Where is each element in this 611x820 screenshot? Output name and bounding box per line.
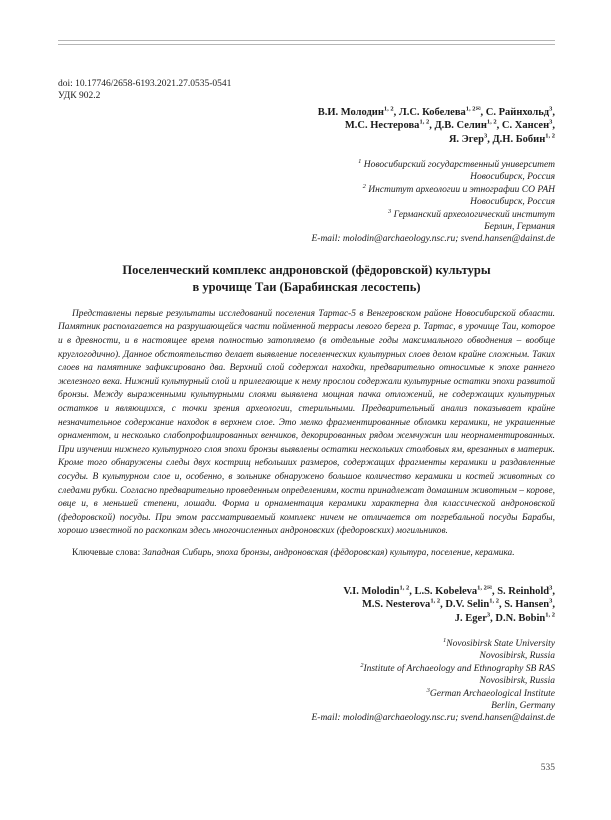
superscript-marker: 1, 2 [489,597,499,605]
superscript-marker: 2 [360,661,364,669]
superscript-marker: 1, 2 [477,584,487,592]
text-run: , С. Хансен [496,120,550,131]
authors-en [58,585,555,626]
text-line [58,688,555,700]
superscript-marker: 3 [486,611,491,619]
text-run: E-mail: molodin@archaeology.nsc.ru; svend.hansen@dainst.de [311,234,555,245]
text-line [58,184,555,196]
text-run: , D.V. Selin [440,599,490,611]
doi-line: doi: 10.17746/2658-6193.2021.27.0535-0541 [58,78,232,89]
superscript-marker: 3 [426,686,430,694]
text-line [58,159,555,171]
udk-line: УДК 902.2 [58,91,101,101]
superscript-marker: 1, 2 [419,118,430,126]
superscript-marker: 3 [549,105,553,112]
title-line-2: в урочище Таи (Барабинская лесостепь) [192,279,421,294]
text-run: , С. Райнхольд [480,106,550,118]
text-run: E-mail: molodin@archaeology.nsc.ru; svend.hansen@dainst.de [311,713,555,724]
text-line [58,700,555,712]
text-line [58,133,555,147]
text-line [58,650,555,662]
article-meta [58,78,555,103]
text-run: , Д.Н. Бобин [487,133,546,145]
title-line-1: Поселенческий комплекс андроновской (фёдоровской) культуры [122,262,491,277]
keywords-text: Западная Сибирь, эпоха бронзы, андроновская (фёдоровская) культура, поселение, керамика. [140,547,515,558]
text-run: Новосибирск, Россия [470,172,555,183]
text-run: , Д.В. Селин [429,120,487,131]
text-line [58,663,555,675]
text-run: German Archaeological Institute [429,688,555,699]
text-run: Novosibirsk, Russia [479,676,555,687]
keywords-ru [58,547,555,561]
text-run: Институт археологии и этнографии СО РАН [365,184,555,195]
text-run: , D.N. Bobin [490,612,546,624]
superscript-marker: 1, 2 [545,611,555,619]
superscript-marker: 3 [549,584,553,592]
superscript-marker: 3 [549,597,553,605]
text-run: Новосибирский государственный университет [361,160,555,170]
text-run: , [552,599,555,611]
text-run: Германский археологический институт [391,209,555,220]
superscript-marker: 1, 2 [399,584,410,592]
text-line [58,712,555,724]
superscript-marker: 3 [549,118,553,126]
text-line [58,233,555,245]
text-run: , S. Hansen [498,599,550,611]
envelope-icon: ✉ [475,105,481,112]
text-line [58,675,555,687]
text-run: , L.S. Kobeleva [409,585,478,597]
text-run: , S. Reinhold [491,585,550,597]
text-line [58,585,555,599]
header-double-rule [58,40,555,45]
superscript-marker: 1 [443,636,447,644]
article-title-ru [58,262,555,296]
superscript-marker: 3 [483,132,488,139]
superscript-marker: 1, 2 [545,132,555,139]
text-run: , [552,106,555,118]
text-run: J. Eger [454,612,487,624]
text-run: Берлин, Германия [484,222,555,233]
text-line [58,196,555,208]
superscript-marker: 1, 2 [383,105,394,112]
text-run: Novosibirsk, Russia [479,651,555,662]
text-line [58,638,555,650]
authors-ru [58,106,555,147]
text-run: M.S. Nesterova [361,599,431,611]
text-run: Новосибирск, Россия [470,197,555,208]
envelope-icon: ✉ [486,584,492,592]
superscript-marker: 3 [387,207,392,215]
page-number: 535 [540,762,555,773]
text-run: Institute of Archaeology and Ethnography SB RAS [363,663,555,674]
affiliations-ru [58,159,555,246]
keywords-label: Ключевые слова: [72,547,141,558]
affiliations-en [58,638,555,725]
text-run: , [552,585,555,597]
text-line [58,598,555,612]
text-run: Berlin, Germany [491,701,555,712]
text-run: В.И. Молодин [317,106,384,118]
text-run: V.I. Molodin [343,585,400,597]
text-line [58,612,555,626]
text-run: М.С. Нестерова [344,120,420,131]
text-line [58,221,555,233]
text-line [58,106,555,120]
text-run: Novosibirsk State University [446,639,555,650]
text-line [58,209,555,221]
superscript-marker: 2 [362,182,366,190]
text-run: , Л.С. Кобелева [393,106,466,118]
abstract-ru: Представлены первые результаты исследований поселения Тартас-5 в Венгеровском районе Новосибирской области. Памятник располагается на разрушающейся части пойменной террасы левого берега р. Тартас, в урочище Таи, которое и в древности, и в настоящее время полностью затопляемо (в отдельные годы максимального обводнения – вообще круглогодично). Данное обстоятельство делает выявление поселенческих культурных слоев делом крайне сложным. Таких слоев на памятнике зафиксировано два. Верхний слой содержал находки, предварительно относимые к эпохе раннего железного века. Нижний культурный слой и прилегающие к нему прослои содержали культурные остатки эпохи развитой бронзы. Между выраженными культурными слоями выявлена мощная пачка отложений, не содержащих культурных остатков и являющихся, с точки зрения археологии, стерильными. Предварительный анализ показывает крайне незначительное содержание находок в верхнем слое. Это мелко фрагментированные обломки керамики, не украшенные орнаментом, и несколько слабопрофилированных венчиков, декорированных рядом жемчужин или неорнаментированных. При изучении нижнего культурного слоя эпохи бронзы выявлены остатки нескольких столбовых ям, врезанных в материк. Кроме того обнаружены следы двух кострищ небольших размеров, содержащих фрагменты керамики и раздавленные сосуды. В культурном слое и, особенно, в зольнике обнаружено большое количество керамики и костей животных со следами рубки. Согласно предварительно проведенным определениям, кости принадлежат домашним животным – корове, овце и, в меньшей степени, лошади. Форма и орнаментация керамики характерна для классической андроновской (федоровской) посуды. При этом рассматриваемый комплекс ничем не отличается от погребальной посуды Барабы, хорошо известной по раскопкам здесь многочисленных андроновских (федоровских) могильников. [58,308,555,537]
text-line [58,171,555,183]
text-run: , [552,120,555,131]
superscript-marker: 1, 2 [430,597,441,605]
text-line [58,119,555,133]
superscript-marker: 1, 2 [465,105,476,112]
superscript-marker: 1, 2 [486,118,497,126]
superscript-marker: 1 [358,157,362,165]
text-run: Я. Эгер [448,133,484,145]
